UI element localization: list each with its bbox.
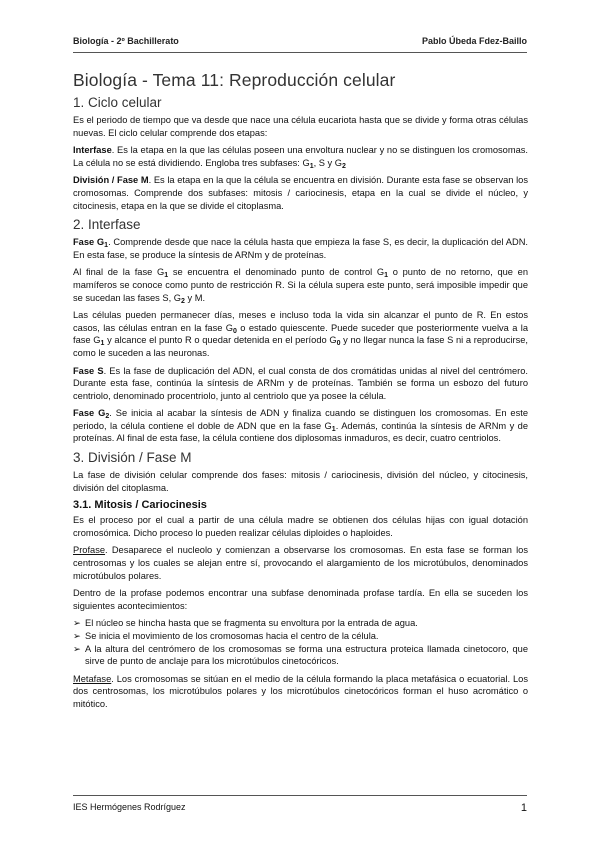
arrow-bullet-icon: ➢ <box>73 618 81 629</box>
section-heading-division: 3. División / Fase M <box>73 450 192 466</box>
paragraph-metafase: Metafase. Los cromosomas se sitúan en el medio de la célula formando la placa metafásica o ecuatorial. Los dos centrosomas, los microtúbulos polares y los microtúbulos cinetocóricos forman el huso acromático o mitótico. <box>73 673 528 709</box>
page-header <box>73 36 527 46</box>
footer-divider <box>73 795 527 796</box>
paragraph: Es el periodo de tiempo que va desde que nace una célula eucariota hasta que se divide y forma otras células nuevas. El ciclo celular comprende dos etapas: <box>73 115 528 138</box>
page-number: 1 <box>520 802 527 814</box>
paragraph-fase-s: Fase S. Es la fase de duplicación del ADN, el cual consta de dos cromátidas unidas al nivel del centrómero. Durante esta fase, continúa la síntesis de ARNm y de proteínas. También se forma un esbozo del futuro centriolo, denominado procentriolo, junto al centriolo que ya posee la célula. <box>73 365 528 401</box>
term-g2: Fase $G_2$ <box>73 408 110 421</box>
page-footer <box>73 802 527 814</box>
paragraph: Dentro de la profase podemos encontrar una subfase denominada profase tardía. En ella se suceden los siguientes acontecimientos: <box>73 588 528 611</box>
header-course: Biología - 2º Bachillerato <box>73 36 179 46</box>
list-item: ➢ Se inicia el movimiento de los cromosomas hacia el centro de la célula. <box>73 631 379 641</box>
paragraph: Es el proceso por el cual a partir de una célula madre se obtienen dos células hijas con igual dotación cromosómica. Dicho proceso lo pueden realizar células diploides o haploides. <box>73 515 528 538</box>
term-division: División / Fase M <box>73 175 149 186</box>
section-heading-ciclo: 1. Ciclo celular <box>73 95 162 110</box>
document-title: Biología - Tema 11: Reproducción celular <box>73 70 396 90</box>
paragraph-interfase: Interfase. Es la etapa en la que las células poseen una envoltura nuclear y no se distinguen los cromosomas. La célula no se está dividiendo. Engloba tres subfases: $G_1$, S y $G_2$ <box>73 145 528 170</box>
paragraph-g0: Las células pueden permanecer días, meses e incluso toda la vida sin alcanzar el punto de R. En estos casos, las células entran en la fase $G_0$ o estado quiescente. Puede suceder que posteriormente vuelva a la fase $G_1$ y alcance el punto R o quedar detenida en el período $G_0$ y no llegar nunca la fase S ni a reproducirse, como le suceden a las neuronas. <box>73 310 528 358</box>
list-item: ➢ A la altura del centrómero de los cromosomas se forma una estructura proteica llamada cinetocoro, que sirve de punto de anclaje para los microtúbulos cinetocóricos. <box>73 643 528 667</box>
term-fase-s: Fase S <box>73 365 104 376</box>
header-divider <box>73 52 527 53</box>
arrow-bullet-icon: ➢ <box>73 631 81 641</box>
subsection-heading-mitosis: 3.1. Mitosis / Cariocinesis <box>73 499 207 512</box>
paragraph-division: División / Fase M. Es la etapa en la que la célula se encuentra en división. Durante esta fase se observan los cromosomas. Comprende dos subfases: mitosis / cariocinesis, etapa en la cual se divide el núcleo, y citocinesis, etapa en la que se divide el citoplasma. <box>73 175 528 211</box>
paragraph-g2: Fase $G_2$. Se inicia al acabar la síntesis de ADN y finaliza cuando se distinguen los cromosomas. En este periodo, la célula contiene el doble de ADN que en la fase $G_1$. Además, continúa la síntesis de ARNm y de proteínas. Al final de esta fase, la célula contiene dos diplosomas inmaduros, es decir, cuatro centriolos. <box>73 408 529 444</box>
paragraph-control: Al final de la fase $G_1$ se encuentra el denominado punto de control $G_1$ o punto de no retorno, que en mamíferos se conoce como punto de restricción R. Si la célula supera este punto, será imposible impedir que se sucedan las fases S, $G_2$ y M. <box>73 267 529 305</box>
paragraph-g1: Fase $G_1$. Comprende desde que nace la célula hasta que empieza la fase S, es decir, la duplicación del ADN. En esta fase, se produce la síntesis de ARNm y de proteínas. <box>73 237 528 260</box>
footer-school: IES Hermógenes Rodríguez <box>73 802 186 812</box>
paragraph: La fase de división celular comprende dos fases: mitosis / cariocinesis, división del núcleo, y citocinesis, división del citoplasma. <box>73 470 528 493</box>
list-item: ➢ El núcleo se hincha hasta que se fragmenta su envoltura por la entrada de agua. <box>73 618 418 629</box>
term-profase: Profase <box>73 545 106 556</box>
profase-list <box>73 617 528 667</box>
arrow-bullet-icon: ➢ <box>73 643 81 654</box>
paragraph-profase: Profase. Desaparece el nucleolo y comienzan a observarse los cromosomas. En esta fase se forman los centrosomas y los cuales se alejan entre sí, provocando el alargamiento de los microtúbulos, denominados microtúbulos polares. <box>73 545 528 581</box>
term-interfase: Interfase <box>73 145 112 156</box>
term-g1: Fase $G_1$ <box>73 237 109 250</box>
section-heading-interfase: 2. Interfase <box>73 217 141 233</box>
term-metafase: Metafase <box>73 673 112 684</box>
header-author: Pablo Úbeda Fdez-Baillo <box>421 36 527 46</box>
document-body <box>73 70 528 716</box>
